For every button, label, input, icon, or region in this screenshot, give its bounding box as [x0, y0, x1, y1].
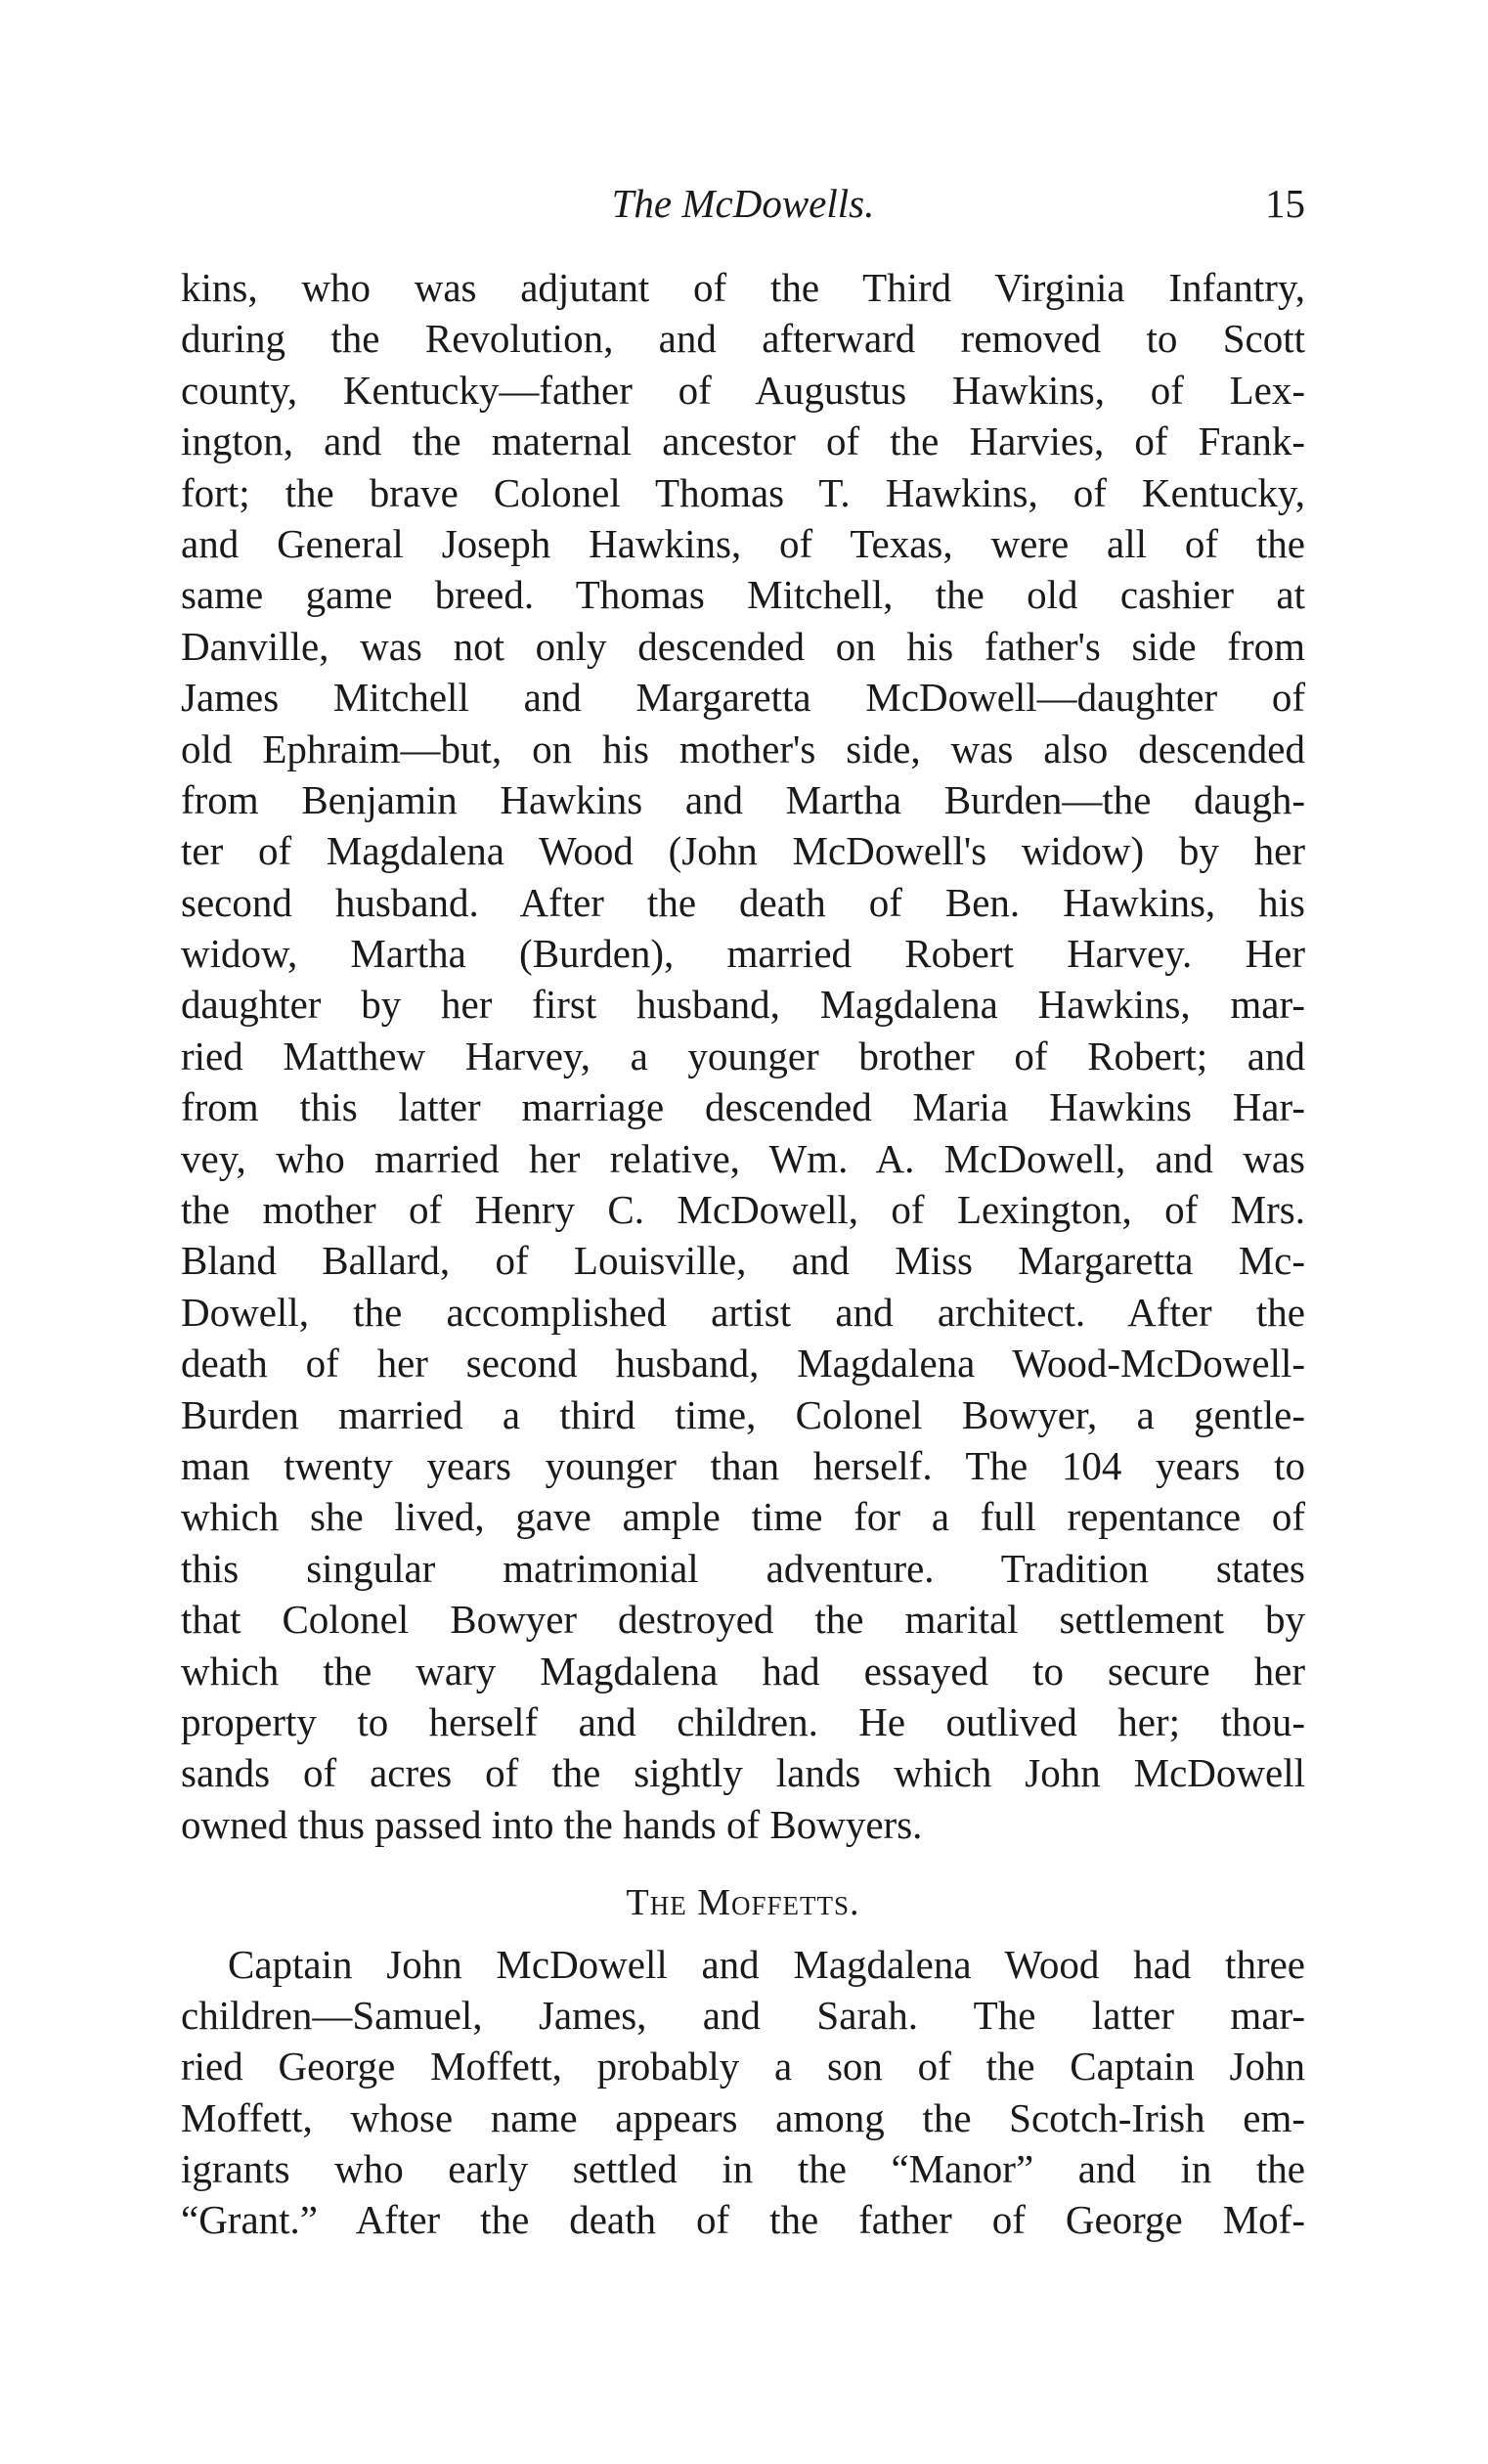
text-line: daughter by her first husband, Magdalena Hawkins, mar-: [181, 982, 1305, 1028]
text-line: Danville, was not only descended on his father's side from: [181, 623, 1305, 669]
text-line: fort; the brave Colonel Thomas T. Hawkins, of Kentucky,: [181, 469, 1305, 515]
text-line: sands of acres of the sightly lands which John McDowell: [181, 1750, 1305, 1796]
text-line: ter of Magdalena Wood (John McDowell's widow) by her: [181, 828, 1305, 874]
text-line: county, Kentucky—father of Augustus Hawkins, of Lex-: [181, 367, 1305, 413]
text-line: property to herself and children. He outlived her; thou-: [181, 1698, 1305, 1744]
section-heading: The Moffetts.: [626, 1882, 860, 1924]
text-line: James Mitchell and Margaretta McDowell—daughter of: [181, 675, 1305, 721]
paragraph-continued: [181, 262, 1305, 1850]
body-text: [181, 262, 1305, 2246]
text-line: widow, Martha (Burden), married Robert Harvey. Her: [181, 931, 1305, 977]
text-line: Bland Ballard, of Louisville, and Miss Margaretta Mc-: [181, 1238, 1305, 1284]
text-line: ried George Moffett, probably a son of the Captain John: [181, 2044, 1305, 2090]
paragraph-moffetts: [181, 1939, 1305, 2246]
text-line: man twenty years younger than herself. The 104 years to: [181, 1442, 1305, 1488]
text-line: children—Samuel, James, and Sarah. The latter mar-: [181, 1992, 1305, 2038]
text-line: second husband. After the death of Ben. Hawkins, his: [181, 879, 1305, 925]
text-line: that Colonel Bowyer destroyed the marital settlement by: [181, 1597, 1305, 1643]
text-line: igrants who early settled in the “Manor” and in the: [181, 2146, 1305, 2192]
text-line: from this latter marriage descended Maria Hawkins Har-: [181, 1084, 1305, 1130]
text-line: Captain John McDowell and Magdalena Wood had three: [228, 1941, 1305, 1987]
text-line: which she lived, gave ample time for a full repentance of: [181, 1494, 1305, 1540]
running-title: The McDowells.: [611, 181, 875, 226]
text-line: ried Matthew Harvey, a younger brother of Robert; and: [181, 1033, 1305, 1078]
text-line: death of her second husband, Magdalena Wood-McDowell-: [181, 1341, 1305, 1386]
text-line: Dowell, the accomplished artist and architect. After the: [181, 1289, 1305, 1335]
text-line: and General Joseph Hawkins, of Texas, were all of the: [181, 520, 1305, 566]
page-number: 15: [1265, 181, 1305, 226]
text-line: the mother of Henry C. McDowell, of Lexington, of Mrs.: [181, 1187, 1305, 1233]
text-line: this singular matrimonial adventure. Tradition states: [181, 1545, 1305, 1591]
text-line: vey, who married her relative, Wm. A. McDowell, and was: [181, 1135, 1305, 1181]
text-line: “Grant.” After the death of the father of George Mof-: [181, 2197, 1305, 2243]
running-head: [181, 174, 1305, 233]
text-line: which the wary Magdalena had essayed to secure her: [181, 1648, 1305, 1694]
text-line: Burden married a third time, Colonel Bowyer, a gentle-: [181, 1391, 1305, 1437]
text-line: during the Revolution, and afterward removed to Scott: [181, 316, 1305, 362]
text-line: ington, and the maternal ancestor of the Harvies, of Frank-: [181, 418, 1305, 464]
text-line: old Ephraim—but, on his mother's side, was also descended: [181, 726, 1305, 771]
text-line: from Benjamin Hawkins and Martha Burden—the daugh-: [181, 776, 1305, 822]
text-line: Moffett, whose name appears among the Scotch-Irish em-: [181, 2094, 1305, 2140]
text-line: owned thus passed into the hands of Bowyers.: [181, 1801, 923, 1847]
text-line: kins, who was adjutant of the Third Virginia Infantry,: [181, 265, 1305, 310]
text-line: same game breed. Thomas Mitchell, the old cashier at: [181, 572, 1305, 618]
